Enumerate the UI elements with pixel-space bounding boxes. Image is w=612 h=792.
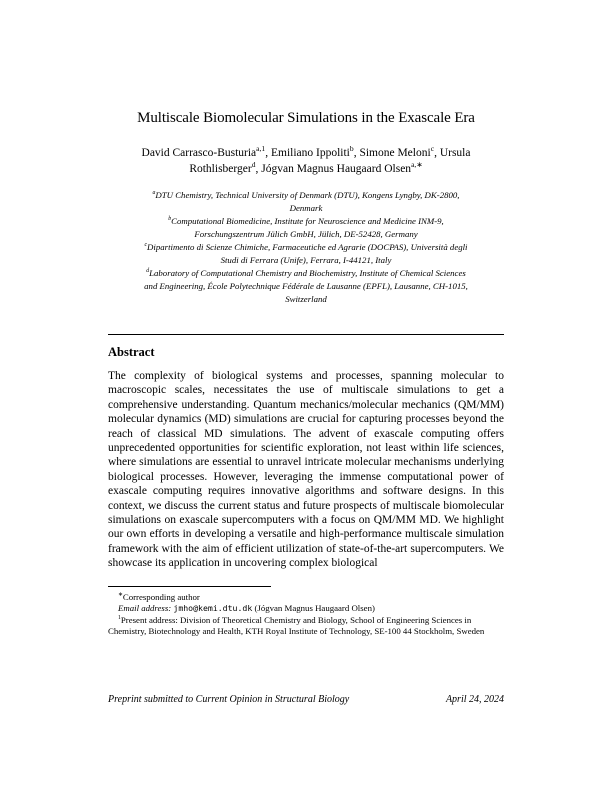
author: Ursula Rothlisberger$^d$ xyxy=(189,147,471,175)
affiliation-superscript: b xyxy=(168,216,172,223)
footnote-divider xyxy=(108,586,271,587)
footnote-marker: ∗ xyxy=(118,591,123,598)
affiliation-superscript: d xyxy=(146,268,150,275)
author: Jógvan Magnus Haugaard Olsen$^{a,∗}$ xyxy=(261,160,423,175)
abstract-heading: Abstract xyxy=(108,345,155,359)
footnote-corresponding xyxy=(108,592,504,604)
affiliation: $^b$Computational Biomedicine, Institute for Neuroscience and Medicine INM-9, Forschungszentrum Jülich GmbH, Jülich, DE-52428, Germany xyxy=(168,216,444,239)
author-line: David Carrasco-Busturia$^{a,1}$, Emiliano Ippoliti$^b$, Simone Meloni$^c$, Ursula Rothlisberger$^d$, Jógvan Magnus Haugaard Olsen$^{a,∗}$ xyxy=(141,144,471,175)
affiliation: $^d$Laboratory of Computational Chemistry and Biochemistry, Institute of Chemical Sciences and Engineering, École Polytechnique Fédérale de Lausanne (EPFL), Lausanne, CH-1015, Switzerland xyxy=(144,268,468,304)
author: Simone Meloni$^c$ xyxy=(359,144,435,159)
affiliation: $^a$DTU Chemistry, Technical University of Denmark (DTU), Kongens Lyngby, DK-2800, Denmark xyxy=(152,190,460,213)
author-superscript: a,1 xyxy=(256,144,266,154)
footnotes xyxy=(108,592,504,638)
abstract-text: The complexity of biological systems and processes, spanning molecular to macroscopic scales, necessitates the use of multiscale simulations to get a comprehensive understanding. Quantum mechanics/molecular mechanics (QM/MM) molecular dynamics (MD) simulations are crucial for capturing processes beyond the reach of classical MD simulations. The advent of exascale computing offers unprecedented opportunities for scientific exploration, not least within life sciences, where simulations are essential to unravel intricate molecular mechanisms underlying biological processes. However, leveraging the immense computational power of exascale computing requires innovative algorithms and software designs. In this context, we discuss the current status and future prospects of multiscale biomolecular simulations on exascale supercomputers with a focus on QM/MM MD. We highlight our own efforts in developing a versatile and high-performance multiscale simulation framework with the aim of efficient utilization of state-of-the-art supercomputers. We showcase its application in uncovering complex biological xyxy=(108,370,504,570)
author-superscript: a,∗ xyxy=(411,160,423,170)
footer-date: April 24, 2024 xyxy=(445,694,504,705)
affiliation-superscript: c xyxy=(144,242,148,249)
footer-journal-note: Preprint submitted to Current Opinion in Structural Biology xyxy=(108,694,350,705)
footnote-corresponding-text: Corresponding author xyxy=(122,591,200,602)
affiliations-block xyxy=(141,189,471,306)
affiliation-superscript: a xyxy=(152,190,156,197)
email-label: Email address: xyxy=(118,603,172,614)
footnote-marker: 1 xyxy=(118,614,121,621)
author-superscript: b xyxy=(349,144,354,154)
footnote-present-address xyxy=(108,615,504,638)
email-address: jmho@kemi.dtu.dk xyxy=(173,603,253,614)
paper-title: Multiscale Biomolecular Simulations in the Exascale Era xyxy=(137,110,475,126)
footnote-present-address-text: Present address: Division of Theoretical Chemistry and Biology, School of Engineering Sciences in Chemistry, Biotechnology and Health, KTH Royal Institute of Technology, SE-100 44 Stockholm, Sweden xyxy=(108,614,485,637)
author: Emiliano Ippoliti$^b$ xyxy=(270,144,354,159)
author: David Carrasco-Busturia$^{a,1}$ xyxy=(141,144,266,159)
page-footer xyxy=(108,694,504,705)
author-superscript: c xyxy=(430,144,435,154)
email-holder: (Jógvan Magnus Haugaard Olsen) xyxy=(254,603,375,614)
affiliation: $^c$Dipartimento di Scienze Chimiche, Farmaceutiche ed Agrarie (DOCPAS), Università degli Studi di Ferrara (Unife), Ferrara, I-44121, Italy xyxy=(144,242,468,265)
abstract-divider xyxy=(108,334,504,335)
footnote-email xyxy=(108,603,504,615)
author-superscript: d xyxy=(251,160,256,170)
